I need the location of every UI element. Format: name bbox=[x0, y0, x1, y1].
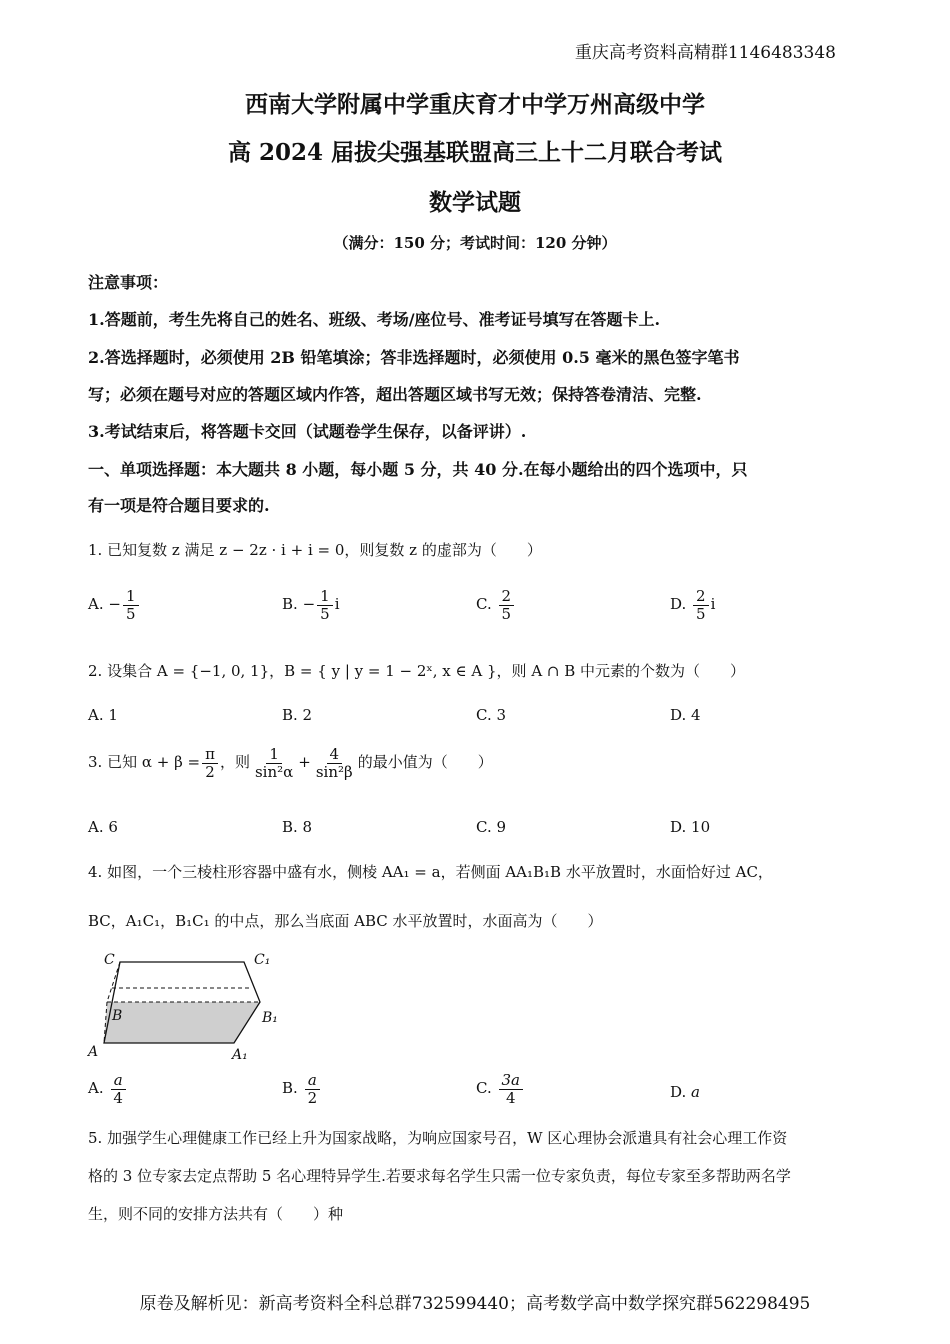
label-a1: A₁ bbox=[232, 1047, 248, 1063]
q1-option-a: A. − $\frac{1}{5}$ bbox=[88, 588, 141, 622]
q1-option-d: D. $\frac{2}{5}$ i bbox=[670, 587, 716, 623]
q2-option-c: C. 3 bbox=[476, 706, 507, 724]
q4-option-d: D. a bbox=[670, 1083, 700, 1101]
label-c1: C₁ bbox=[254, 952, 271, 968]
q1-option-c: C. $\frac{2}{5}$ bbox=[476, 588, 516, 622]
label-b: B bbox=[112, 1008, 123, 1024]
section-heading-line-2: 有一项是符合题目要求的. bbox=[88, 496, 270, 515]
q2-option-a: A. 1 bbox=[88, 706, 118, 724]
school-title: 西南大学附属中学重庆育才中学万州高级中学 bbox=[245, 91, 705, 118]
q3-option-b: B. 8 bbox=[282, 818, 313, 836]
exam-meta: （满分：150 分；考试时间：120 分钟） bbox=[333, 234, 617, 252]
notice-heading: 注意事项： bbox=[88, 273, 169, 292]
notice-item-2b: 写；必须在题号对应的答题区域内作答，超出答题区域书写无效；保持答卷清洁、完整. bbox=[88, 385, 702, 404]
question-5-line-1: 5. 加强学生心理健康工作已经上升为国家战略，为响应国家号召，W 区心理协会派遣具有社会心理工作资 bbox=[88, 1129, 788, 1147]
question-3-stem: 3. 已知 α + β = $\frac{\pi}{2}$ ，则 $\frac{1}{\text{sin²α}}$ + $\frac{4}{\text{sin²β}}$ 的最小值为（ ） bbox=[88, 745, 493, 781]
q3-option-c: C. 9 bbox=[476, 818, 507, 836]
section-heading-line-1: 一、单项选择题：本大题共 8 小题，每小题 5 分，共 40 分.在每小题给出的四个选项中，只 bbox=[88, 460, 748, 479]
notice-item-1: 1.答题前，考生先将自己的姓名、班级、考场/座位号、准考证号填写在答题卡上. bbox=[88, 310, 661, 329]
label-b1: B₁ bbox=[262, 1010, 278, 1026]
q2-option-d: D. 4 bbox=[670, 706, 701, 724]
header-group-info: 重庆高考资料高精群1146483348 bbox=[574, 43, 836, 63]
label-c: C bbox=[104, 952, 115, 968]
prism-figure bbox=[84, 948, 284, 1064]
question-2-stem: 2. 设集合 A = {−1, 0, 1}，B = { y | y = 1 − 2ˣ, x ∈ A }，则 A ∩ B 中元素的个数为（ ） bbox=[88, 662, 746, 680]
q3-option-d: D. 10 bbox=[670, 818, 711, 836]
q4-option-b: B. $\frac{a}{2}$ bbox=[282, 1072, 322, 1106]
subject-title: 数学试题 bbox=[429, 189, 521, 216]
question-1-stem: 1. 已知复数 z 满足 z − 2z · i + i = 0，则复数 z 的虚部为（ ） bbox=[88, 541, 542, 559]
question-4-line-1: 4. 如图，一个三棱柱形容器中盛有水，侧棱 AA₁ = a，若侧面 AA₁B₁B 水平放置时，水面恰好过 AC， bbox=[88, 863, 773, 881]
water-region bbox=[104, 1002, 260, 1043]
exam-title: 高 2024 届拔尖强基联盟高三上十二月联合考试 bbox=[227, 139, 723, 166]
q3-option-a: A. 6 bbox=[88, 818, 118, 836]
label-a: A bbox=[88, 1044, 99, 1060]
q1-option-b: B. − $\frac{1}{5}$ i bbox=[282, 587, 340, 623]
question-5-line-2: 格的 3 位专家去定点帮助 5 名心理特异学生.若要求每名学生只需一位专家负责，每位专家至多帮助两名学 bbox=[88, 1167, 791, 1185]
question-4-line-2: BC，A₁C₁，B₁C₁ 的中点，那么当底面 ABC 水平放置时，水面高为（ ） bbox=[88, 912, 603, 930]
question-5-line-3: 生，则不同的安排方法共有（ ）种 bbox=[88, 1205, 344, 1223]
notice-item-3: 3.考试结束后，将答题卡交回（试题卷学生保存，以备评讲）. bbox=[88, 422, 527, 441]
q2-option-b: B. 2 bbox=[282, 706, 313, 724]
footer-group-info: 原卷及解析见：新高考资料全科总群732599440；高考数学高中数学探究群562298495 bbox=[139, 1294, 811, 1314]
q4-option-c: C. $\frac{3a}{4}$ bbox=[476, 1072, 525, 1106]
q4-option-a: A. $\frac{a}{4}$ bbox=[88, 1072, 128, 1106]
notice-item-2a: 2.答选择题时，必须使用 2B 铅笔填涂；答非选择题时，必须使用 0.5 毫米的黑色签字笔书 bbox=[88, 348, 740, 367]
